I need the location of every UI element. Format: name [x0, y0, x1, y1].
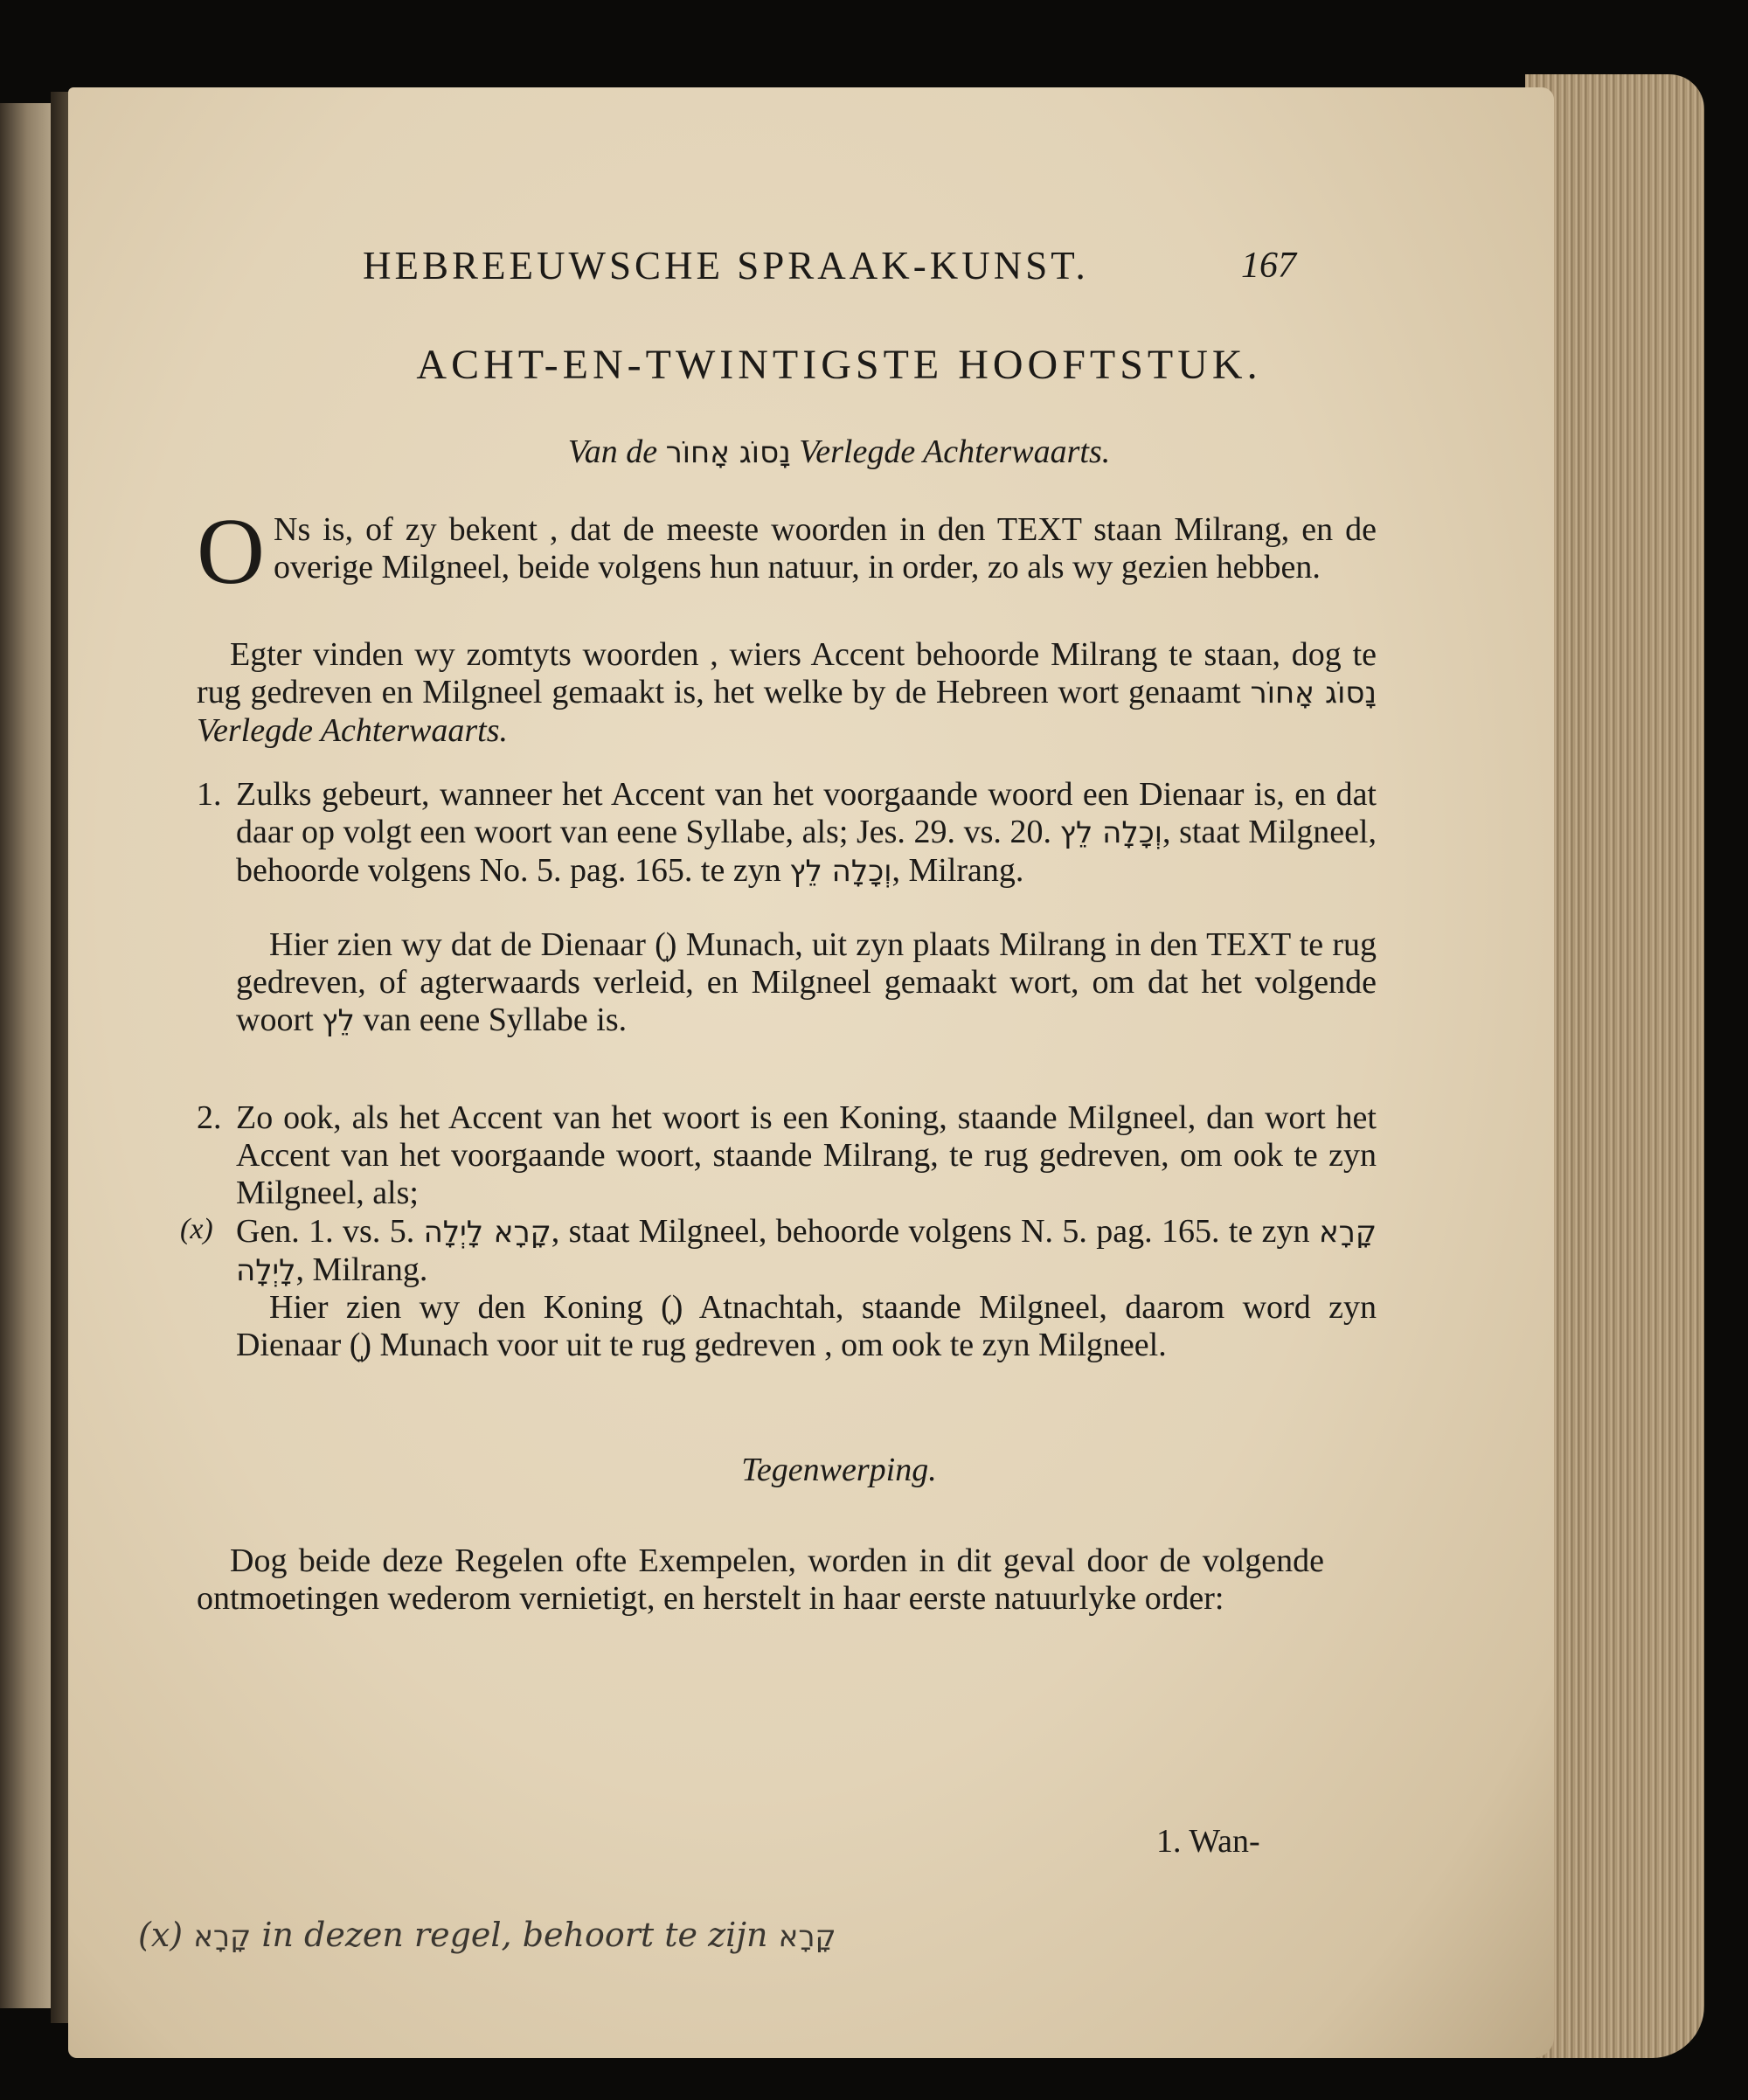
rule-1-line-c: , Milrang.: [891, 852, 1024, 889]
rule-1-expl-a: Hier zien wy dat de Dienaar (֣) Munach, uit zyn plaats Milrang in den TEXT te rug gedreven, of agterwaards verleid, en Milgneel gemaakt wort, om dat het volgende woort: [236, 926, 1377, 1038]
footnote-text: in dezen regel, behoort te zijn: [261, 1916, 768, 1954]
intro-paragraph-2: [197, 636, 1377, 750]
rule-2-example: [236, 1213, 1377, 1290]
subtitle-suffix: Verlegde Achterwaarts.: [799, 433, 1111, 470]
subtitle-hebrew: נָסוֹג אָחוֹר: [665, 435, 791, 470]
rule-2-explanation: Hier zien wy den Koning (֑) Atnachtah, staande Milgneel, daarom word zyn Dienaar (֣) Munach voor uit te rug gedreven , om ook te zyn Milgneel.: [236, 1289, 1377, 1363]
rule-1-line-a: Zulks gebeurt, wanneer het Accent van het voorgaande woord een Dienaar is, en dat daar op volgt een woort van eene Syllabe, als; Jes. 29. vs. 20.: [236, 776, 1377, 850]
intro-text-2a: Egter vinden wy zomtyts woorden , wiers Accent behoorde Milrang te staan, dog te rug gedreven en Milgneel gemaakt is, het welke by de Hebreen wort genaamt: [197, 636, 1377, 710]
rule-1-hebrew-a: וְכָלָה לֵץ: [1059, 815, 1162, 850]
rule-1-text: [236, 776, 1377, 891]
rule-1-hebrew-b: וְכָלָה לֵץ: [789, 854, 892, 889]
page-number: 167: [1241, 246, 1296, 286]
objection-heading: Tegenwerping.: [741, 1452, 937, 1488]
intro-paragraph-1: [197, 500, 1377, 604]
subtitle-prefix: Van de: [567, 433, 658, 470]
rule-2-marker: (x): [180, 1213, 213, 1245]
intro-text-1: Ns is, of zy bekent , dat de meeste woorden in den TEXT staan Milrang, en de overige Milgneel, beide volgens hun natuur, in order, zo als wy gezien hebben.: [274, 511, 1377, 586]
handwritten-footnote: [138, 1916, 836, 1954]
footnote-hebrew-b: קָרָא: [778, 1919, 836, 1954]
rule-2-line-d: , Milrang.: [295, 1251, 428, 1288]
rule-2-line-b: Gen. 1. vs. 5.: [236, 1213, 415, 1250]
rule-1-explanation: [236, 926, 1377, 1040]
rule-2-hebrew-b: קָרָא לָיְלָה: [236, 1215, 1377, 1288]
rule-2-number: 2.: [197, 1099, 222, 1136]
footnote-marker: (x): [138, 1916, 184, 1954]
objection-text: Dog beide deze Regelen ofte Exempelen, worden in dit geval door de volgende ontmoetingen wederom vernietigt, en herstelt in haar eerste natuurlyke order:: [197, 1542, 1324, 1617]
catchword: 1. Wan-: [1156, 1823, 1260, 1860]
rule-2-text: Zo ook, als het Accent van het woort is een Koning, staande Milgneel, dan wort het Accent van het voorgaande woort, staande Milrang, te rug gedreven, om ook te zyn Milgneel, als;: [236, 1099, 1377, 1211]
footnote-hebrew-a: קָרָא: [193, 1919, 252, 1954]
rule-1-expl-b: van eene Syllabe is.: [363, 1001, 628, 1038]
rule-2-hebrew-a: קָרָא לָיְלָה: [423, 1215, 551, 1250]
drop-cap: O: [197, 500, 265, 604]
chapter-subtitle: [288, 433, 1390, 471]
rule-1-line-b: , staat Milgneel, behoorde volgens No. 5. pag. 165. te zyn: [236, 814, 1377, 889]
intro-hebrew: נָסוֹג אָחוֹר: [1250, 676, 1377, 710]
intro-text-2b: Verlegde Achterwaarts.: [197, 712, 509, 749]
running-title: HEBREEUWSCHE SPRAAK-KUNST.: [363, 244, 1089, 288]
chapter-title: ACHT-EN-TWINTIGSTE HOOFTSTUK.: [416, 342, 1262, 388]
book-page: [68, 87, 1554, 2058]
rule-2-line-c: , staat Milgneel, behoorde volgens N. 5. pag. 165. te zyn: [551, 1213, 1310, 1250]
rule-1-expl-hebrew: לֵץ: [322, 1003, 355, 1038]
rule-1-number: 1.: [197, 776, 222, 813]
